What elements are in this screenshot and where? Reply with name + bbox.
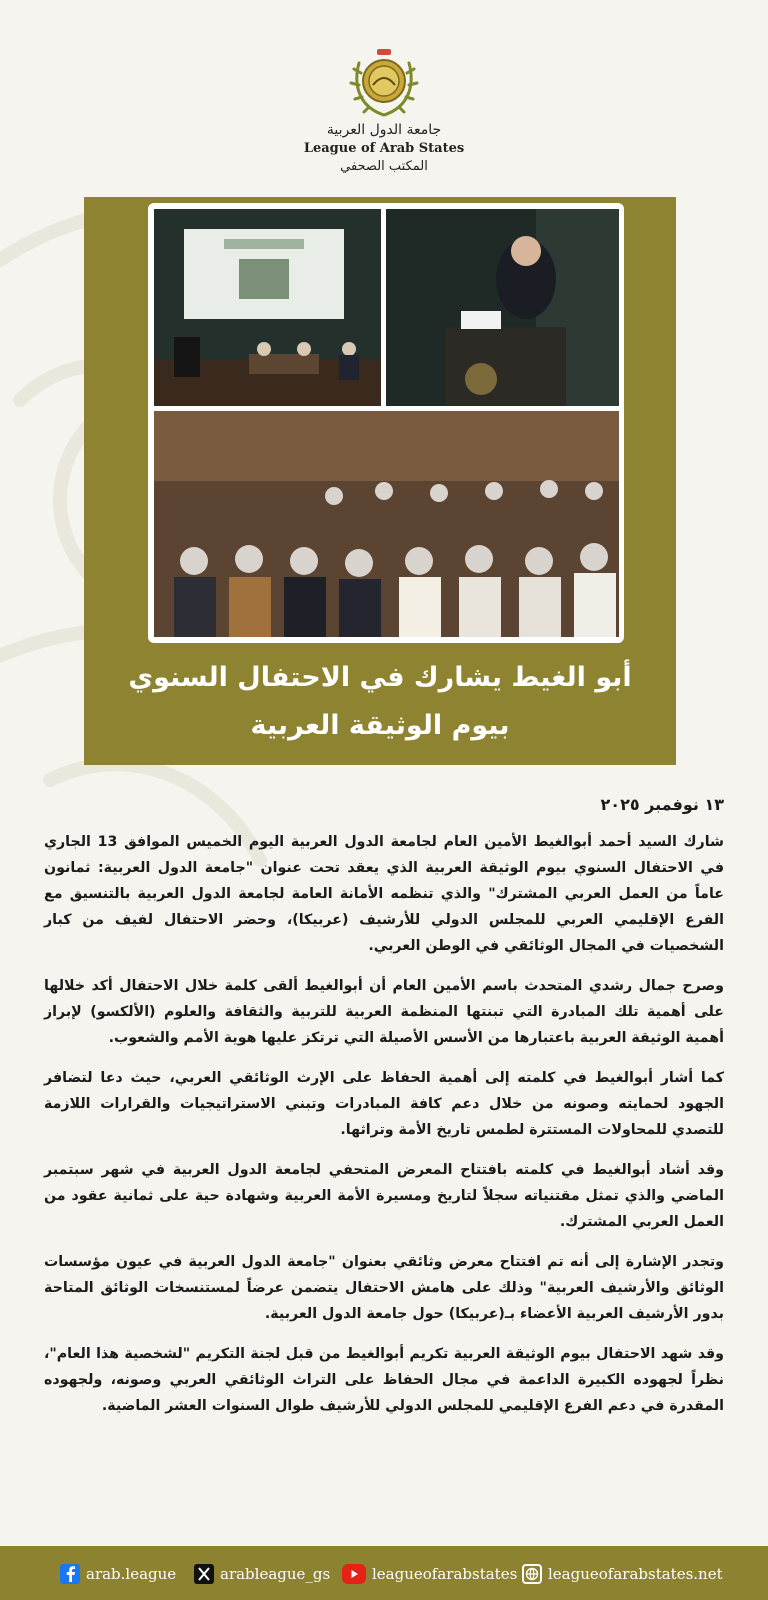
headline-line-1: أبو الغيط يشارك في الاحتفال السنوي xyxy=(128,662,632,693)
x-icon xyxy=(194,1564,214,1584)
paragraph: وتجدر الإشارة إلى أنه تم افتتاح معرض وثائقي بعنوان "جامعة الدول العربية في عيون مؤسسات الوثائق والأرشيف العربية" وذلك على هامش الاحتفال يتضمن عرضاً لمستنسخات الوثائق المتاحة بدور الأرشيف العربية الأعضاء بـ(عربيكا) حول جامعة الدول العربية. xyxy=(44,1254,724,1322)
youtube-handle: leagueofarabstates xyxy=(372,1565,518,1583)
org-name-arabic: جامعة الدول العربية xyxy=(326,122,442,138)
x-handle: arableague_gs xyxy=(220,1565,331,1583)
paragraph: كما أشار أبوالغيط في كلمته إلى أهمية الحفاظ على الإرث الوثائقي العربي، حيث دعا لتضافر الجهود لحمايته وصونه من خلال دعم كافة المبادرات وتبني الاستراتيجيات والقرارات اللازمة للتصدي للمحاولات المستترة لطمس تاريخ الأمة وتراثها. xyxy=(44,1070,724,1138)
facebook-icon xyxy=(60,1564,80,1584)
paragraph: وقد أشاد أبوالغيط في كلمته بافتتاح المعرض المتحفي لجامعة الدول العربية في شهر سبتمبر الماضي والذي تمثل مقتنياته سجلاً لتاريخ ومسيرة الأمة العربية وشهادة حية على ثمانية عقود من العمل العربي المشترك. xyxy=(44,1162,724,1230)
photo-audience-hall xyxy=(154,411,619,637)
facebook-link[interactable] xyxy=(60,1564,176,1584)
article-date: ١٣ نوفمبر ٢٠٢٥ xyxy=(600,795,724,814)
social-footer xyxy=(0,1546,768,1600)
website-link[interactable] xyxy=(522,1564,723,1584)
headline-line-2: بيوم الوثيقة العربية xyxy=(250,710,510,741)
paragraph: وصرح جمال رشدي المتحدث باسم الأمين العام أن أبوالغيط ألقى كلمة خلال الاحتفال أكد خلالها على أهمية تلك المبادرة التي تبنتها المنظمة العربية للتربية والثقافة والعلوم (الألكسو) لإبراز أهمية الوثيقة العربية باعتبارها من الأسس الأصيلة التي ترتكز عليها هوية الأمم والشعوب. xyxy=(44,978,724,1046)
press-office-label: المكتب الصحفي xyxy=(340,159,428,174)
photo-conference-stage xyxy=(154,209,381,406)
x-link[interactable] xyxy=(194,1564,330,1584)
youtube-icon xyxy=(342,1564,366,1584)
photo-speaker-podium xyxy=(386,209,619,406)
org-name-english: League of Arab States xyxy=(303,141,465,156)
paragraph: شارك السيد أحمد أبوالغيط الأمين العام لجامعة الدول العربية اليوم الخميس الموافق 13 الجاري في الاحتفال السنوي بيوم الوثيقة العربية الذي يعقد تحت عنوان "جامعة الدول العربية: ثمانون عاماً من العمل العربي المشترك" والذي تنظمه الأمانة العامة لجامعة الدول العربية بالتنسيق مع الفرع الإقليمي العربي للمجلس الدولي للأرشيف (عربيكا)، وحضر الاحتفال لفيف من كبار الشخصيات في المجال الوثائقي في الوطن العربي. xyxy=(44,834,724,954)
paragraph: وقد شهد الاحتفال بيوم الوثيقة العربية تكريم أبوالغيط من قبل لجنة التكريم "لشخصية هذا العام"، نظراً لجهوده الكبيرة الداعمة في مجال الحفاظ على التراث الوثائقي العربي وصونه، ولجهوده المقدرة في دعم الفرع الإقليمي للمجلس الدولي للأرشيف طوال السنوات العشر الماضية. xyxy=(44,1346,724,1414)
website-url: leagueofarabstates.net xyxy=(548,1565,723,1583)
article-body xyxy=(44,829,724,1433)
globe-icon xyxy=(522,1564,542,1584)
arab-league-emblem xyxy=(349,45,419,119)
facebook-handle: arab.league xyxy=(86,1565,177,1583)
youtube-link[interactable] xyxy=(342,1564,517,1584)
